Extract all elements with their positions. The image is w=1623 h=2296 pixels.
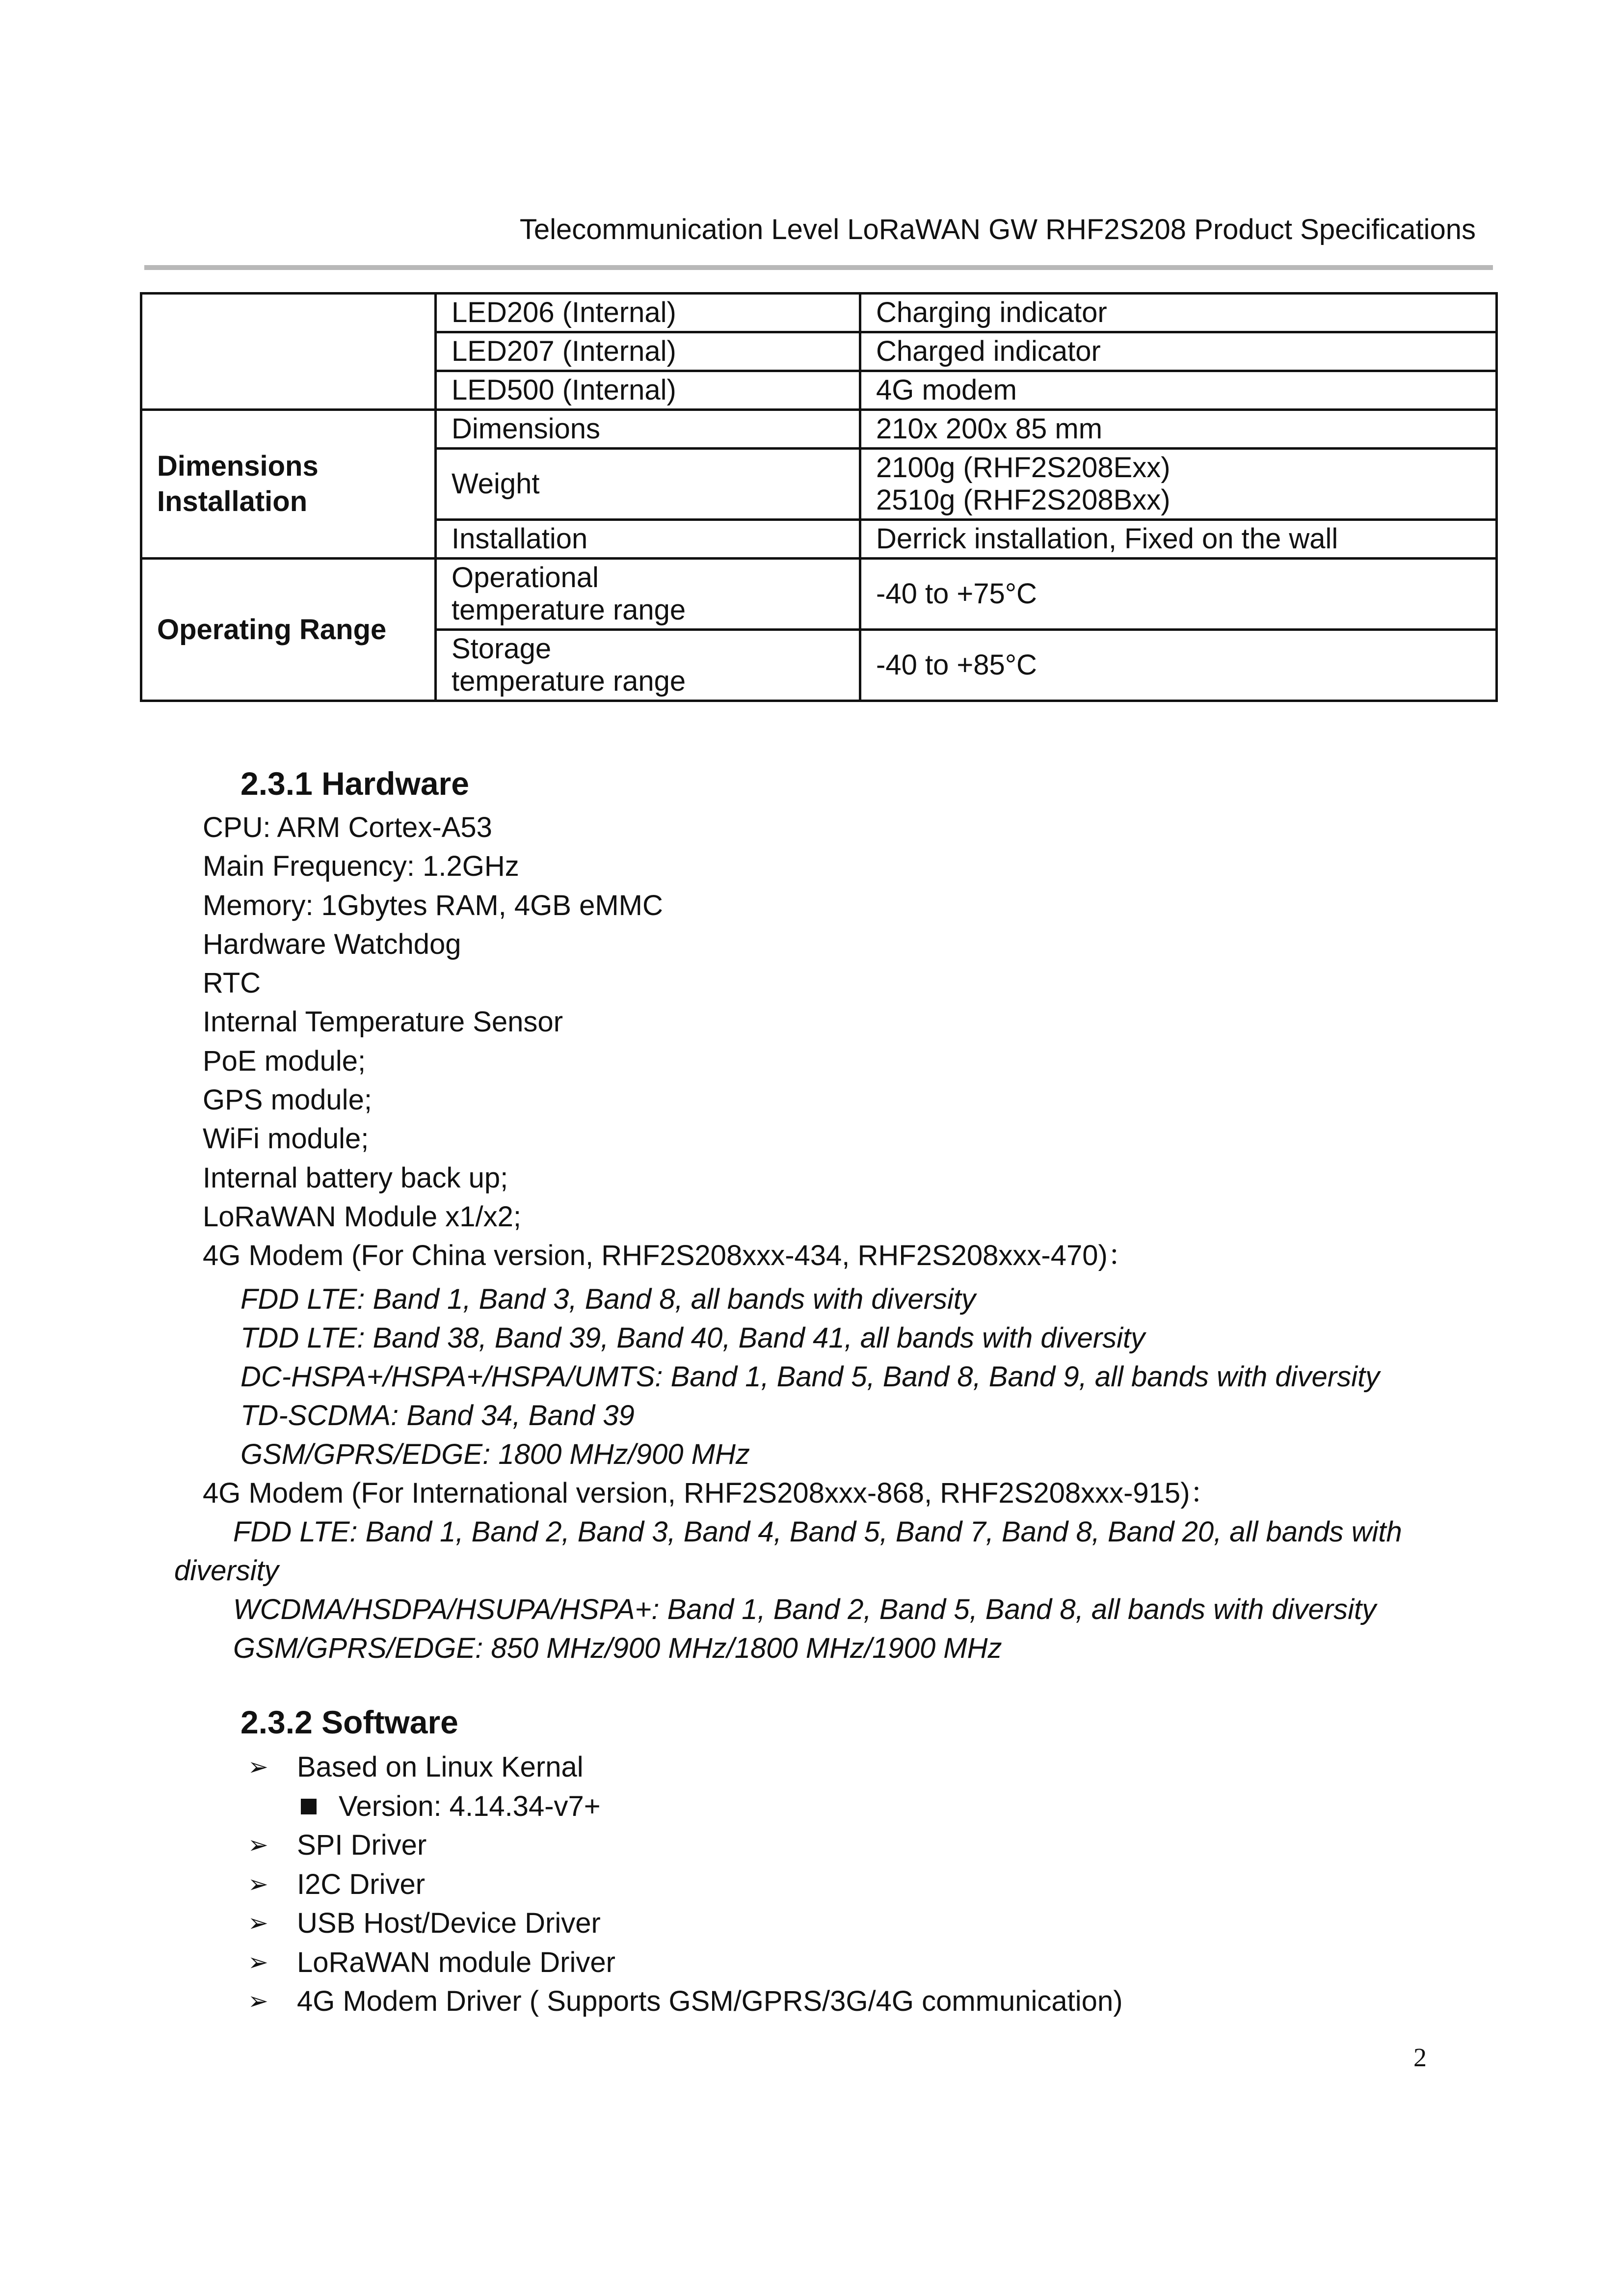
- arrow-bullet-icon: ➢: [248, 1831, 268, 1859]
- table-row: [141, 294, 1497, 332]
- table-item-cell: LED206 (Internal): [436, 294, 860, 332]
- table-value-cell: 4G modem: [860, 371, 1497, 410]
- list-item: DC-HSPA+/HSPA+/HSPA/UMTS: Band 1, Band 5, Band 8, Band 9, all bands with diversity: [240, 1361, 1380, 1393]
- table-value-cell: -40 to +75°C: [860, 559, 1497, 630]
- arrow-bullet-icon: ➢: [248, 1869, 268, 1898]
- item-line-2: temperature range: [452, 665, 686, 697]
- list-item: [248, 1904, 1123, 1943]
- table-group-cell-empty: [141, 294, 436, 410]
- item-line-1: Storage: [452, 633, 552, 665]
- spec-table: [140, 292, 1498, 702]
- list-item: FDD LTE: Band 1, Band 3, Band 8, all bands with diversity: [240, 1283, 976, 1315]
- list-item: [248, 1748, 1123, 1787]
- table-row: [141, 559, 1497, 630]
- table-item-cell: LED207 (Internal): [436, 332, 860, 371]
- header-divider: [144, 265, 1493, 270]
- list-item-label: USB Host/Device Driver: [297, 1907, 601, 1939]
- list-item: WiFi module;: [203, 1123, 369, 1155]
- list-item: PoE module;: [203, 1045, 366, 1077]
- page-header-title: Telecommunication Level LoRaWAN GW RHF2S208 Product Specifications: [519, 214, 1476, 245]
- hardware-list: [203, 808, 1136, 1275]
- list-item-label: Based on Linux Kernal: [297, 1751, 584, 1783]
- arrow-bullet-icon: ➢: [248, 1909, 268, 1937]
- table-value-cell: [860, 449, 1497, 520]
- weight-value-bxx: 2510g (RHF2S208Bxx): [876, 484, 1171, 516]
- table-value-cell: Charging indicator: [860, 294, 1497, 332]
- list-item: Hardware Watchdog: [203, 928, 461, 960]
- list-item: GSM/GPRS/EDGE: 1800 MHz/900 MHz: [240, 1438, 750, 1470]
- table-group-cell-operating-range: Operating Range: [141, 559, 436, 701]
- list-item-label: SPI Driver: [297, 1829, 427, 1861]
- arrow-bullet-icon: ➢: [248, 1987, 268, 2015]
- list-item: Internal Temperature Sensor: [203, 1006, 563, 1038]
- table-value-cell: -40 to +85°C: [860, 630, 1497, 701]
- item-line-1: Operational: [452, 562, 599, 594]
- arrow-bullet-icon: ➢: [248, 1753, 268, 1781]
- table-item-cell: [436, 559, 860, 630]
- list-item: FDD LTE: Band 1, Band 2, Band 3, Band 4, Band 5, Band 7, Band 8, Band 20, all bands with diversity: [174, 1516, 1402, 1587]
- list-item: RTC: [203, 967, 261, 999]
- list-item: Main Frequency: 1.2GHz: [203, 850, 519, 883]
- list-item: [248, 1982, 1123, 2021]
- section-title-software: 2.3.2 Software: [240, 1704, 458, 1740]
- software-list: [248, 1748, 1123, 2021]
- table-row: [141, 410, 1497, 449]
- list-item: CPU: ARM Cortex-A53: [203, 811, 492, 843]
- group-label-dimensions: Dimensions: [157, 450, 319, 482]
- table-item-cell: Dimensions: [436, 410, 860, 449]
- list-item-label: Version: 4.14.34-v7+: [339, 1790, 601, 1822]
- list-item-label: I2C Driver: [297, 1868, 426, 1900]
- table-value-cell: Derrick installation, Fixed on the wall: [860, 520, 1497, 559]
- intl-modem-heading: 4G Modem (For International version, RHF2S208xxx-868, RHF2S208xxx-915)：: [203, 1477, 1219, 1509]
- list-item: [248, 1826, 1123, 1865]
- list-item: TD-SCDMA: Band 34, Band 39: [240, 1400, 635, 1432]
- list-item: TDD LTE: Band 38, Band 39, Band 40, Band 41, all bands with diversity: [240, 1322, 1145, 1354]
- table-value-cell: Charged indicator: [860, 332, 1497, 371]
- item-line-2: temperature range: [452, 594, 686, 626]
- list-item: LoRaWAN Module x1/x2;: [203, 1200, 522, 1233]
- table-value-cell: 210x 200x 85 mm: [860, 410, 1497, 449]
- intl-bands-list: [174, 1513, 1470, 1668]
- weight-value-exx: 2100g (RHF2S208Exx): [876, 452, 1171, 484]
- list-item: Memory: 1Gbytes RAM, 4GB eMMC: [203, 889, 663, 921]
- list-item: WCDMA/HSDPA/HSUPA/HSPA+: Band 1, Band 2, Band 5, Band 8, all bands with diversity: [233, 1594, 1377, 1625]
- list-item: GSM/GPRS/EDGE: 850 MHz/900 MHz/1800 MHz/1900 MHz: [233, 1632, 1002, 1664]
- china-bands-list: [240, 1280, 1380, 1474]
- list-item-label: 4G Modem Driver ( Supports GSM/GPRS/3G/4G communication): [297, 1985, 1123, 2017]
- list-item-label: LoRaWAN module Driver: [297, 1946, 615, 1978]
- page-number: 2: [1413, 2043, 1427, 2072]
- section-title-hardware: 2.3.1 Hardware: [240, 765, 469, 802]
- table-item-cell: LED500 (Internal): [436, 371, 860, 410]
- group-label-installation: Installation: [157, 486, 308, 517]
- table-item-cell: Weight: [436, 449, 860, 520]
- list-item: 4G Modem (For China version, RHF2S208xxx-434, RHF2S208xxx-470)：: [203, 1240, 1136, 1272]
- list-item: [248, 1865, 1123, 1904]
- square-bullet-icon: [301, 1799, 317, 1814]
- table-item-cell: Installation: [436, 520, 860, 559]
- list-item: [248, 1787, 1123, 1826]
- list-item: GPS module;: [203, 1084, 372, 1116]
- list-item: Internal battery back up;: [203, 1162, 508, 1194]
- arrow-bullet-icon: ➢: [248, 1947, 268, 1976]
- table-item-cell: [436, 630, 860, 701]
- list-item: [248, 1943, 1123, 1982]
- table-group-cell-dimensions-installation: [141, 410, 436, 559]
